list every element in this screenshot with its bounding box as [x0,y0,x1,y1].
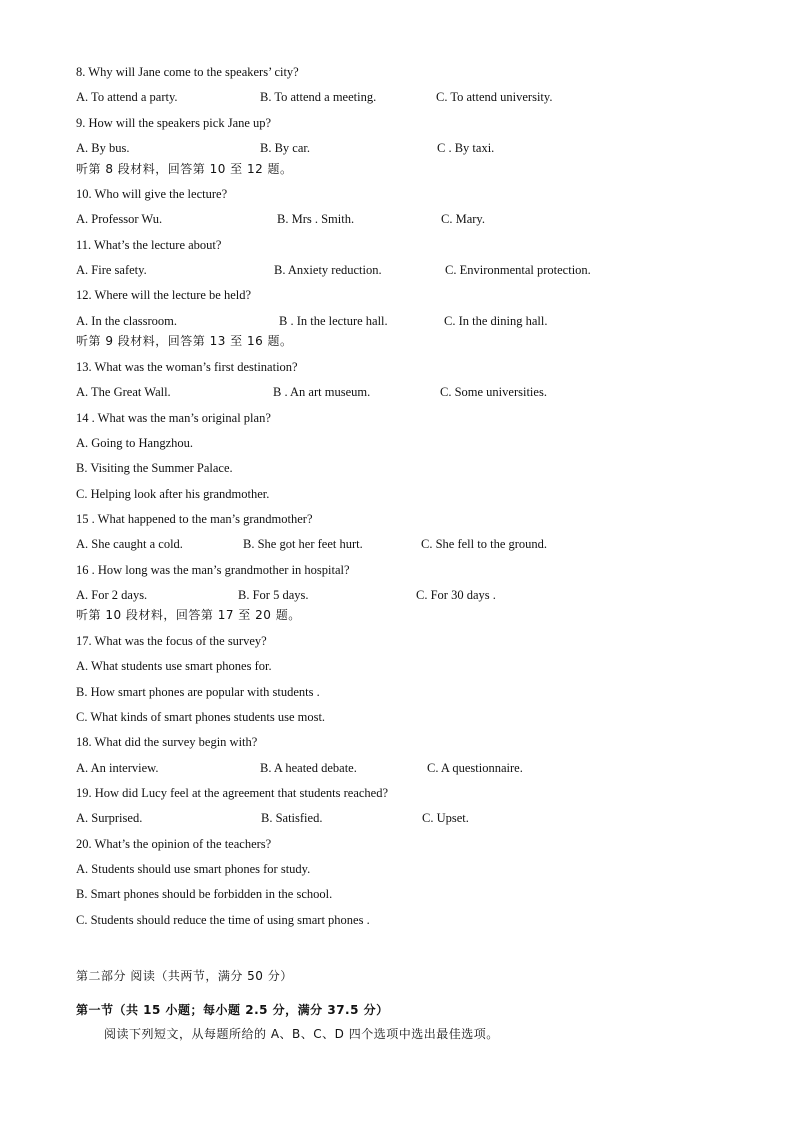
question-11-option-a: A. Fire safety. [76,263,147,277]
question-8-option-a: A. To attend a party. [76,90,178,104]
question-15-option-b: B. She got her feet hurt. [243,537,363,551]
question-10-option-b: B. Mrs . Smith. [277,212,355,226]
question-14-stem: 14 . What was the man’s original plan? [76,411,271,425]
question-8-option-c: C. To attend university. [436,90,553,104]
question-10-option-c: C. Mary. [441,212,485,226]
question-13-option-a: A. The Great Wall. [76,385,171,399]
question-12-option-b: B . In the lecture hall. [279,314,388,328]
question-18-stem: 18. What did the survey begin with? [76,735,258,749]
question-19-option-c: C. Upset. [422,811,469,825]
question-11-option-c: C. Environmental protection. [445,263,591,277]
question-18-option-c: C. A questionnaire. [427,761,523,775]
section-9-heading: 听第 9 段材料，回答第 13 至 16 题。 [76,334,293,348]
question-20-stem: 20. What’s the opinion of the teachers? [76,837,272,851]
question-16-option-c: C. For 30 days . [416,588,496,602]
question-9-option-c: C . By taxi. [437,141,495,155]
question-17-option-c: C. What kinds of smart phones students use most. [76,710,326,724]
question-20-option-a: A. Students should use smart phones for study. [76,862,311,876]
question-10-stem: 10. Who will give the lecture? [76,187,228,201]
question-13-option-c: C. Some universities. [440,385,547,399]
question-13-option-b: B . An art museum. [273,385,371,399]
question-11-option-b: B. Anxiety reduction. [274,263,382,277]
question-8-stem: 8. Why will Jane come to the speakers’ city? [76,65,299,79]
question-19-stem: 19. How did Lucy feel at the agreement that students reached? [76,786,389,800]
question-8-option-b: B. To attend a meeting. [260,90,377,104]
section-10-heading: 听第 10 段材料，回答第 17 至 20 题。 [76,608,301,622]
section-1-heading: 第一节（共 15 小题；每小题 2.5 分，满分 37.5 分） [76,1003,389,1017]
section-8-heading: 听第 8 段材料，回答第 10 至 12 题。 [76,162,293,176]
question-14-option-a: A. Going to Hangzhou. [76,436,193,450]
question-13-stem: 13. What was the woman’s first destination? [76,360,298,374]
reading-instruction: 阅读下列短文，从每题所给的 A、B、C、D 四个选项中选出最佳选项。 [104,1027,499,1041]
part-2-title: 第二部分 阅读（共两节，满分 50 分） [76,969,293,983]
question-12-option-a: A. In the classroom. [76,314,178,328]
question-14-option-b: B. Visiting the Summer Palace. [76,461,233,475]
question-14-option-c: C. Helping look after his grandmother. [76,487,270,501]
question-16-option-b: B. For 5 days. [238,588,309,602]
question-20-option-b: B. Smart phones should be forbidden in the school. [76,887,333,901]
question-19-option-b: B. Satisfied. [261,811,323,825]
question-12-stem: 12. Where will the lecture be held? [76,288,252,302]
question-15-stem: 15 . What happened to the man’s grandmother? [76,512,313,526]
question-16-stem: 16 . How long was the man’s grandmother in hospital? [76,563,350,577]
question-12-option-c: C. In the dining hall. [444,314,548,328]
question-10-option-a: A. Professor Wu. [76,212,163,226]
question-11-stem: 11. What’s the lecture about? [76,238,222,252]
question-9-option-b: B. By car. [260,141,310,155]
question-17-option-b: B. How smart phones are popular with students . [76,685,320,699]
question-18-option-b: B. A heated debate. [260,761,357,775]
question-19-option-a: A. Surprised. [76,811,143,825]
question-16-option-a: A. For 2 days. [76,588,148,602]
question-20-option-c: C. Students should reduce the time of using smart phones . [76,913,370,927]
question-15-option-c: C. She fell to the ground. [421,537,548,551]
question-15-option-a: A. She caught a cold. [76,537,183,551]
question-18-option-a: A. An interview. [76,761,159,775]
question-9-option-a: A. By bus. [76,141,130,155]
question-9-stem: 9. How will the speakers pick Jane up? [76,116,272,130]
question-17-stem: 17. What was the focus of the survey? [76,634,267,648]
question-17-option-a: A. What students use smart phones for. [76,659,272,673]
